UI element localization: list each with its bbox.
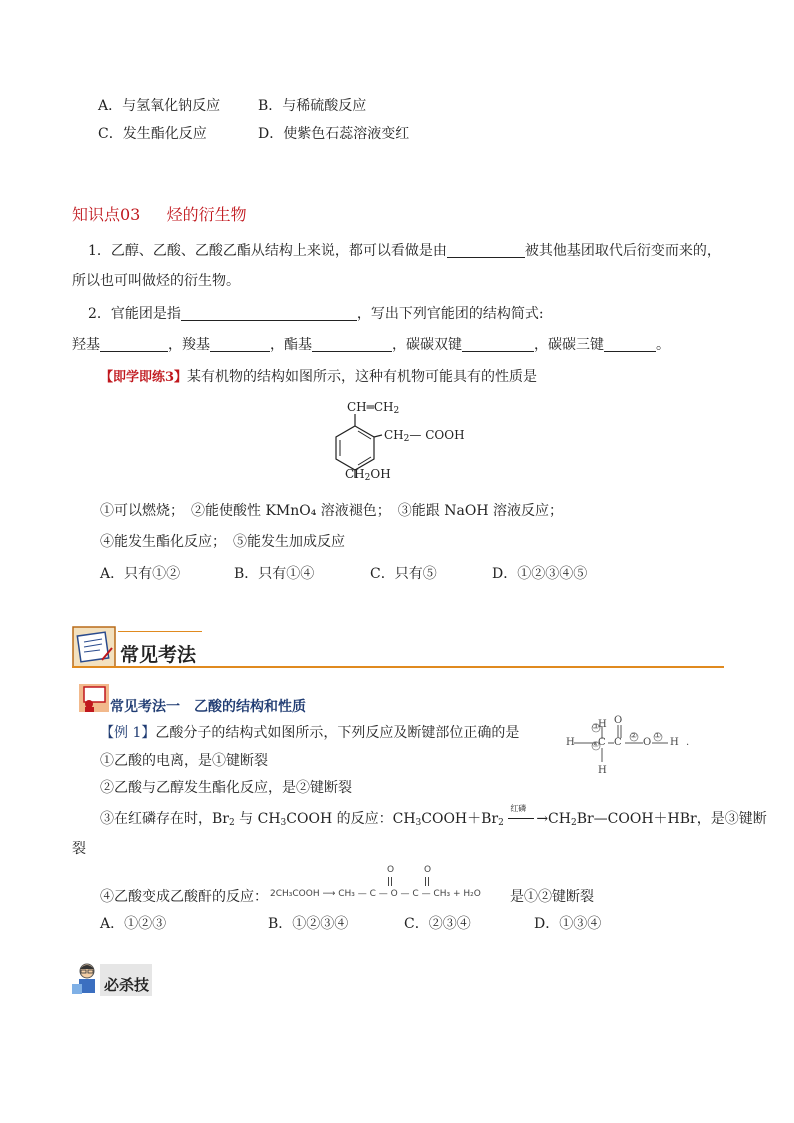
practice-option-b: B．只有①④ [234, 566, 315, 582]
answer-blank [100, 337, 168, 352]
s3-part-a: ③在红磷存在时，Br [100, 811, 229, 827]
knowledge-label: 知识点03 [72, 205, 141, 224]
knowledge-heading [72, 202, 247, 225]
example-s2: ②乙酸与乙醇发生酯化反应，是②键断裂 [100, 780, 352, 796]
structure-top-text: CH═CH [347, 400, 394, 414]
practice-option-a: A．只有①② [100, 566, 181, 582]
structure-bottom-text: CH [345, 467, 365, 481]
formula-c2: C [614, 737, 622, 748]
knowledge-q1-line1 [88, 240, 721, 260]
option-c: C．发生酯化反应 [98, 126, 207, 142]
anhydride-o2: O [424, 865, 432, 875]
fg-end: 。 [656, 337, 670, 353]
formula-o-top: O [614, 715, 623, 726]
answer-blank [447, 243, 525, 258]
ch2-bond [374, 435, 382, 437]
section-title: 常见考法 [120, 644, 197, 666]
formula-h-bottom: H [598, 765, 607, 776]
example-option-b: B．①②③④ [268, 916, 349, 932]
inner-bond [358, 431, 371, 439]
s3-part-f: Br—COOH＋HBr，是③键断 [576, 811, 767, 827]
anhydride-o1: O [387, 865, 395, 875]
structure-right-tail: — COOH [409, 428, 465, 442]
knowledge-q1-line2: 所以也可叫做烃的衍生物。 [72, 273, 240, 289]
structure-right-sub: 2 [403, 434, 410, 444]
practice-stem [100, 366, 537, 386]
tip-title: 必杀技 [104, 976, 150, 994]
example-s3: ③在红磷存在时，$Br_2$ 与 $CH_3COOH$ 的反应：$CH_3COOH+Br_2$ 红磷 $\to CH_2Br—COOH+HBr$，是③键断 [100, 804, 767, 828]
section-rule [72, 666, 724, 668]
anhydride-equation: 2CH₃COOH ⟶ CH₃ — C — O — C — CH₃ + H₂O [270, 889, 481, 899]
s3-part-d: COOH＋Br [421, 811, 499, 827]
bond-label-4: ④ [592, 740, 600, 749]
structure-bottom-label [345, 467, 391, 483]
acetic-acid-structure [560, 712, 700, 782]
example-option-a: A．①②③ [100, 916, 167, 932]
answer-blank [604, 337, 656, 352]
example-option-c: C．②③④ [404, 916, 471, 932]
structure-top-sub: 2 [393, 406, 400, 416]
structure-right-text: CH [384, 428, 404, 442]
example-s3-line2: 裂 [72, 841, 86, 857]
carbonyl-bond [388, 877, 392, 886]
structure-top-label [347, 400, 399, 416]
option-b: B．与稀硫酸反应 [258, 98, 367, 114]
knowledge-q2 [88, 303, 544, 323]
fg-ester-label: ，酯基 [270, 337, 312, 353]
example-tag: 【例 1】 [100, 725, 156, 741]
reaction-arrow [508, 804, 536, 826]
fg-hydroxyl-label: 羟基 [72, 337, 100, 353]
student-icon [72, 962, 102, 996]
s3-part-b: 与 CH [234, 811, 281, 827]
q2-text-b: ，写出下列官能团的结构简式: [356, 306, 544, 322]
answer-blank [181, 306, 357, 321]
practice-stem-text: 某有机物的结构如图所示，这种有机物可能具有的性质是 [187, 369, 538, 385]
method-title: 常见考法一 乙酸的结构和性质 [110, 699, 306, 715]
q1-text-b: 被其他基团取代后衍变而来的， [524, 243, 721, 259]
formula-c1: C [598, 737, 606, 748]
benzene-ring [336, 426, 374, 470]
formula-o-right: O [643, 737, 652, 748]
example-stem [100, 722, 519, 742]
bond-label-2: ② [630, 731, 638, 740]
practice-props-line2: ④能发生酯化反应； ⑤能发生加成反应 [100, 534, 345, 550]
example-s1: ①乙酸的电离，是①键断裂 [100, 753, 268, 769]
answer-blank [312, 337, 392, 352]
practice-props-line1: ①可以燃烧； ②能使酸性 KMnO₄ 溶液褪色； ③能跟 NaOH 溶液反应； [100, 503, 563, 519]
s3-part-c: COOH 的反应：CH [286, 811, 416, 827]
answer-blank [462, 337, 534, 352]
example-s4-label: ④乙酸变成乙酸酐的反应： [100, 889, 268, 905]
formula-h-top: H [598, 719, 607, 730]
section-top-rule [118, 631, 202, 632]
structure-bottom-sub: 2 [364, 473, 371, 483]
fg-double-label: ，碳碳双键 [392, 337, 462, 353]
q1-text-a: 1．乙醇、乙酸、乙酸乙酯从结构上来说，都可以看做是由 [88, 243, 447, 259]
structure-bottom-tail: OH [370, 467, 391, 481]
s3-part-e: →CH [536, 811, 571, 827]
formula-dot: . [686, 737, 690, 748]
notebook-icon [72, 626, 116, 668]
practice-option-d: D．①②③④⑤ [492, 566, 588, 582]
practice-option-c: C．只有⑤ [370, 566, 437, 582]
answer-blank [210, 337, 270, 352]
example-option-d: D．①③④ [534, 916, 602, 932]
example-stem-text: 乙酸分子的结构式如图所示，下列反应及断键部位正确的是 [155, 725, 520, 741]
knowledge-title: 烃的衍生物 [166, 205, 247, 224]
bond-label-1: ① [654, 731, 662, 740]
carbonyl-bond [425, 877, 429, 886]
fg-carboxyl-label: ，羧基 [168, 337, 210, 353]
teacher-icon [79, 684, 109, 712]
option-d: D．使紫色石蕊溶液变红 [258, 126, 410, 142]
functional-groups-line [72, 334, 670, 354]
option-a: A．与氢氧化钠反应 [98, 98, 221, 114]
q2-text-a: 2．官能团是指 [88, 306, 181, 322]
formula-h-left: H [566, 737, 575, 748]
structure-right-label [384, 428, 465, 444]
fg-triple-label: ，碳碳三键 [534, 337, 604, 353]
example-s4-conclusion: 是①②键断裂 [510, 889, 594, 905]
formula-h-right: H [670, 737, 679, 748]
practice-tag: 【即学即练3】 [100, 370, 188, 385]
inner-bond [358, 457, 371, 465]
bond-label-3: ③ [592, 722, 600, 731]
catalyst-label: 红磷 [510, 804, 527, 813]
